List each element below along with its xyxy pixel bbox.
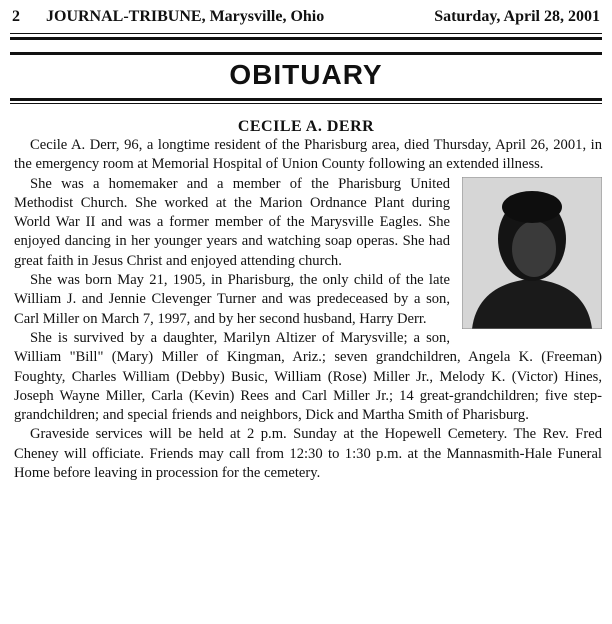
- paragraph-family: She was born May 21, 1905, in Pharisburg, the only child of the late William J. and Jennie Clevenger Turner and was predeceased by a son, Carl Miller on March 7, 1997, and by her second husband, Harry Derr.: [14, 272, 450, 327]
- obituary-headline: CECILE A. DERR: [237, 118, 375, 135]
- page-number: 2: [12, 8, 20, 25]
- section-rule-thin: [10, 103, 602, 104]
- paragraph-survivors: She is survived by a daughter, Marilyn Altizer of Marysville; a son, William "Bill" (Mary) Miller of Kingman, Ariz.; seven grandchildren, Angela K. (Freeman) Foughty, Charles William (Debby) Busic, William (Rose) Miller Jr., Melody K. (Victor) Hines, Joseph Wayne Miller, Carla (Kevin) Rees and Carl Miller Jr.; 14 great-grandchildren; five step-grandchildren; and special friends and neighbors, Dick and Martha Smith of Pharisburg.: [14, 329, 602, 424]
- newspaper-name: JOURNAL-TRIBUNE, Marysville, Ohio: [46, 8, 325, 25]
- masthead-rule-top: [10, 33, 602, 34]
- masthead: [10, 6, 602, 28]
- section-rule-top: [10, 52, 602, 55]
- portrait-photo: [462, 177, 602, 329]
- section-title: OBITUARY: [229, 59, 383, 90]
- section-rule-bottom: [10, 98, 602, 101]
- paragraph-intro: Cecile A. Derr, 96, a longtime resident of the Pharisburg area, died Thursday, April 26, 2001, in the emergency room at Memorial Hospital of Union County following an extended illness.: [14, 137, 602, 173]
- paragraph-services: Graveside services will be held at 2 p.m. Sunday at the Hopewell Cemetery. The Rev. Fred Cheney will officiate. Friends may call from 12:30 to 1:30 p.m. at the Mannasmith-Hale Funeral Home before leaving in procession for the cemetery.: [14, 426, 602, 482]
- paragraph-life: She was a homemaker and a member of the Pharisburg United Methodist Church. She worked at the Marion Ordnance Plant during World War II and was a former member of the Marysville Eagles. She enjoyed dancing in her younger years and watching soap operas. She had great faith in Jesus Christ and enjoyed attending church.: [14, 175, 450, 269]
- masthead-rule-bottom: [10, 37, 602, 40]
- issue-date: Saturday, April 28, 2001: [434, 8, 600, 25]
- obituary-body: [14, 136, 602, 483]
